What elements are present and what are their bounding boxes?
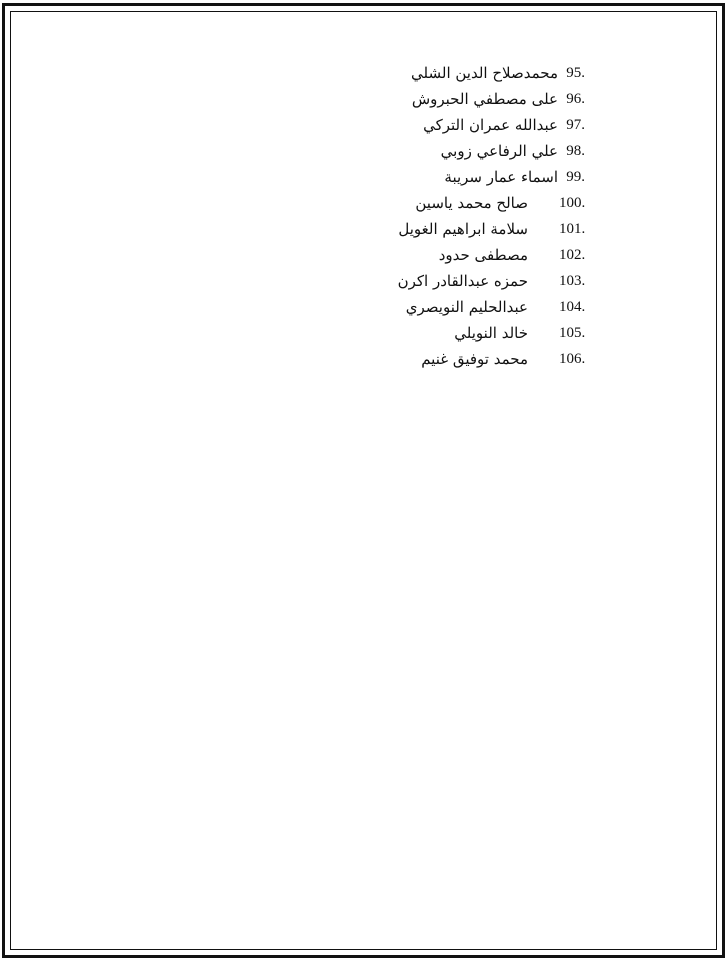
item-name: سلامة ابراهيم الغويل	[398, 220, 528, 238]
item-name: عبدالله عمران التركي	[423, 116, 558, 134]
item-name: محمدصلاح الدين الشلي	[411, 64, 558, 82]
item-name: علي الرفاعي زوبي	[440, 142, 558, 160]
item-number: 96.	[566, 91, 585, 107]
item-number: 95.	[566, 65, 585, 81]
item-number: 101.	[559, 221, 586, 237]
list-item	[398, 294, 585, 320]
page-border-inner	[10, 11, 717, 950]
item-name: على مصطفي الحبروش	[411, 90, 558, 108]
item-name: اسماء عمار سريبة	[444, 168, 558, 186]
list-item	[398, 190, 585, 216]
item-name: مصطفى حدود	[438, 246, 528, 264]
item-number: 99.	[566, 169, 585, 185]
item-number: 100.	[559, 195, 586, 211]
names-list	[398, 60, 585, 372]
list-item	[398, 60, 585, 86]
item-number: 102.	[559, 247, 586, 263]
list-item	[398, 86, 585, 112]
item-name: عبدالحليم النويصري	[405, 298, 528, 316]
item-number: 103.	[559, 273, 586, 289]
item-number: 106.	[559, 351, 586, 367]
item-name: صالح محمد ياسين	[415, 194, 528, 212]
list-item	[398, 216, 585, 242]
list-item	[398, 112, 585, 138]
item-number: 97.	[566, 117, 585, 133]
list-item	[398, 268, 585, 294]
item-number: 105.	[559, 325, 586, 341]
list-item	[398, 320, 585, 346]
list-item	[398, 138, 585, 164]
item-number: 98.	[566, 143, 585, 159]
list-item	[398, 164, 585, 190]
item-name: محمد توفيق غنيم	[421, 350, 528, 368]
item-name: خالد النويلي	[454, 324, 528, 342]
item-name: حمزه عبدالقادر اكرن	[397, 272, 528, 290]
page-border	[2, 3, 725, 958]
item-number: 104.	[559, 299, 586, 315]
list-item	[398, 346, 585, 372]
list-item	[398, 242, 585, 268]
